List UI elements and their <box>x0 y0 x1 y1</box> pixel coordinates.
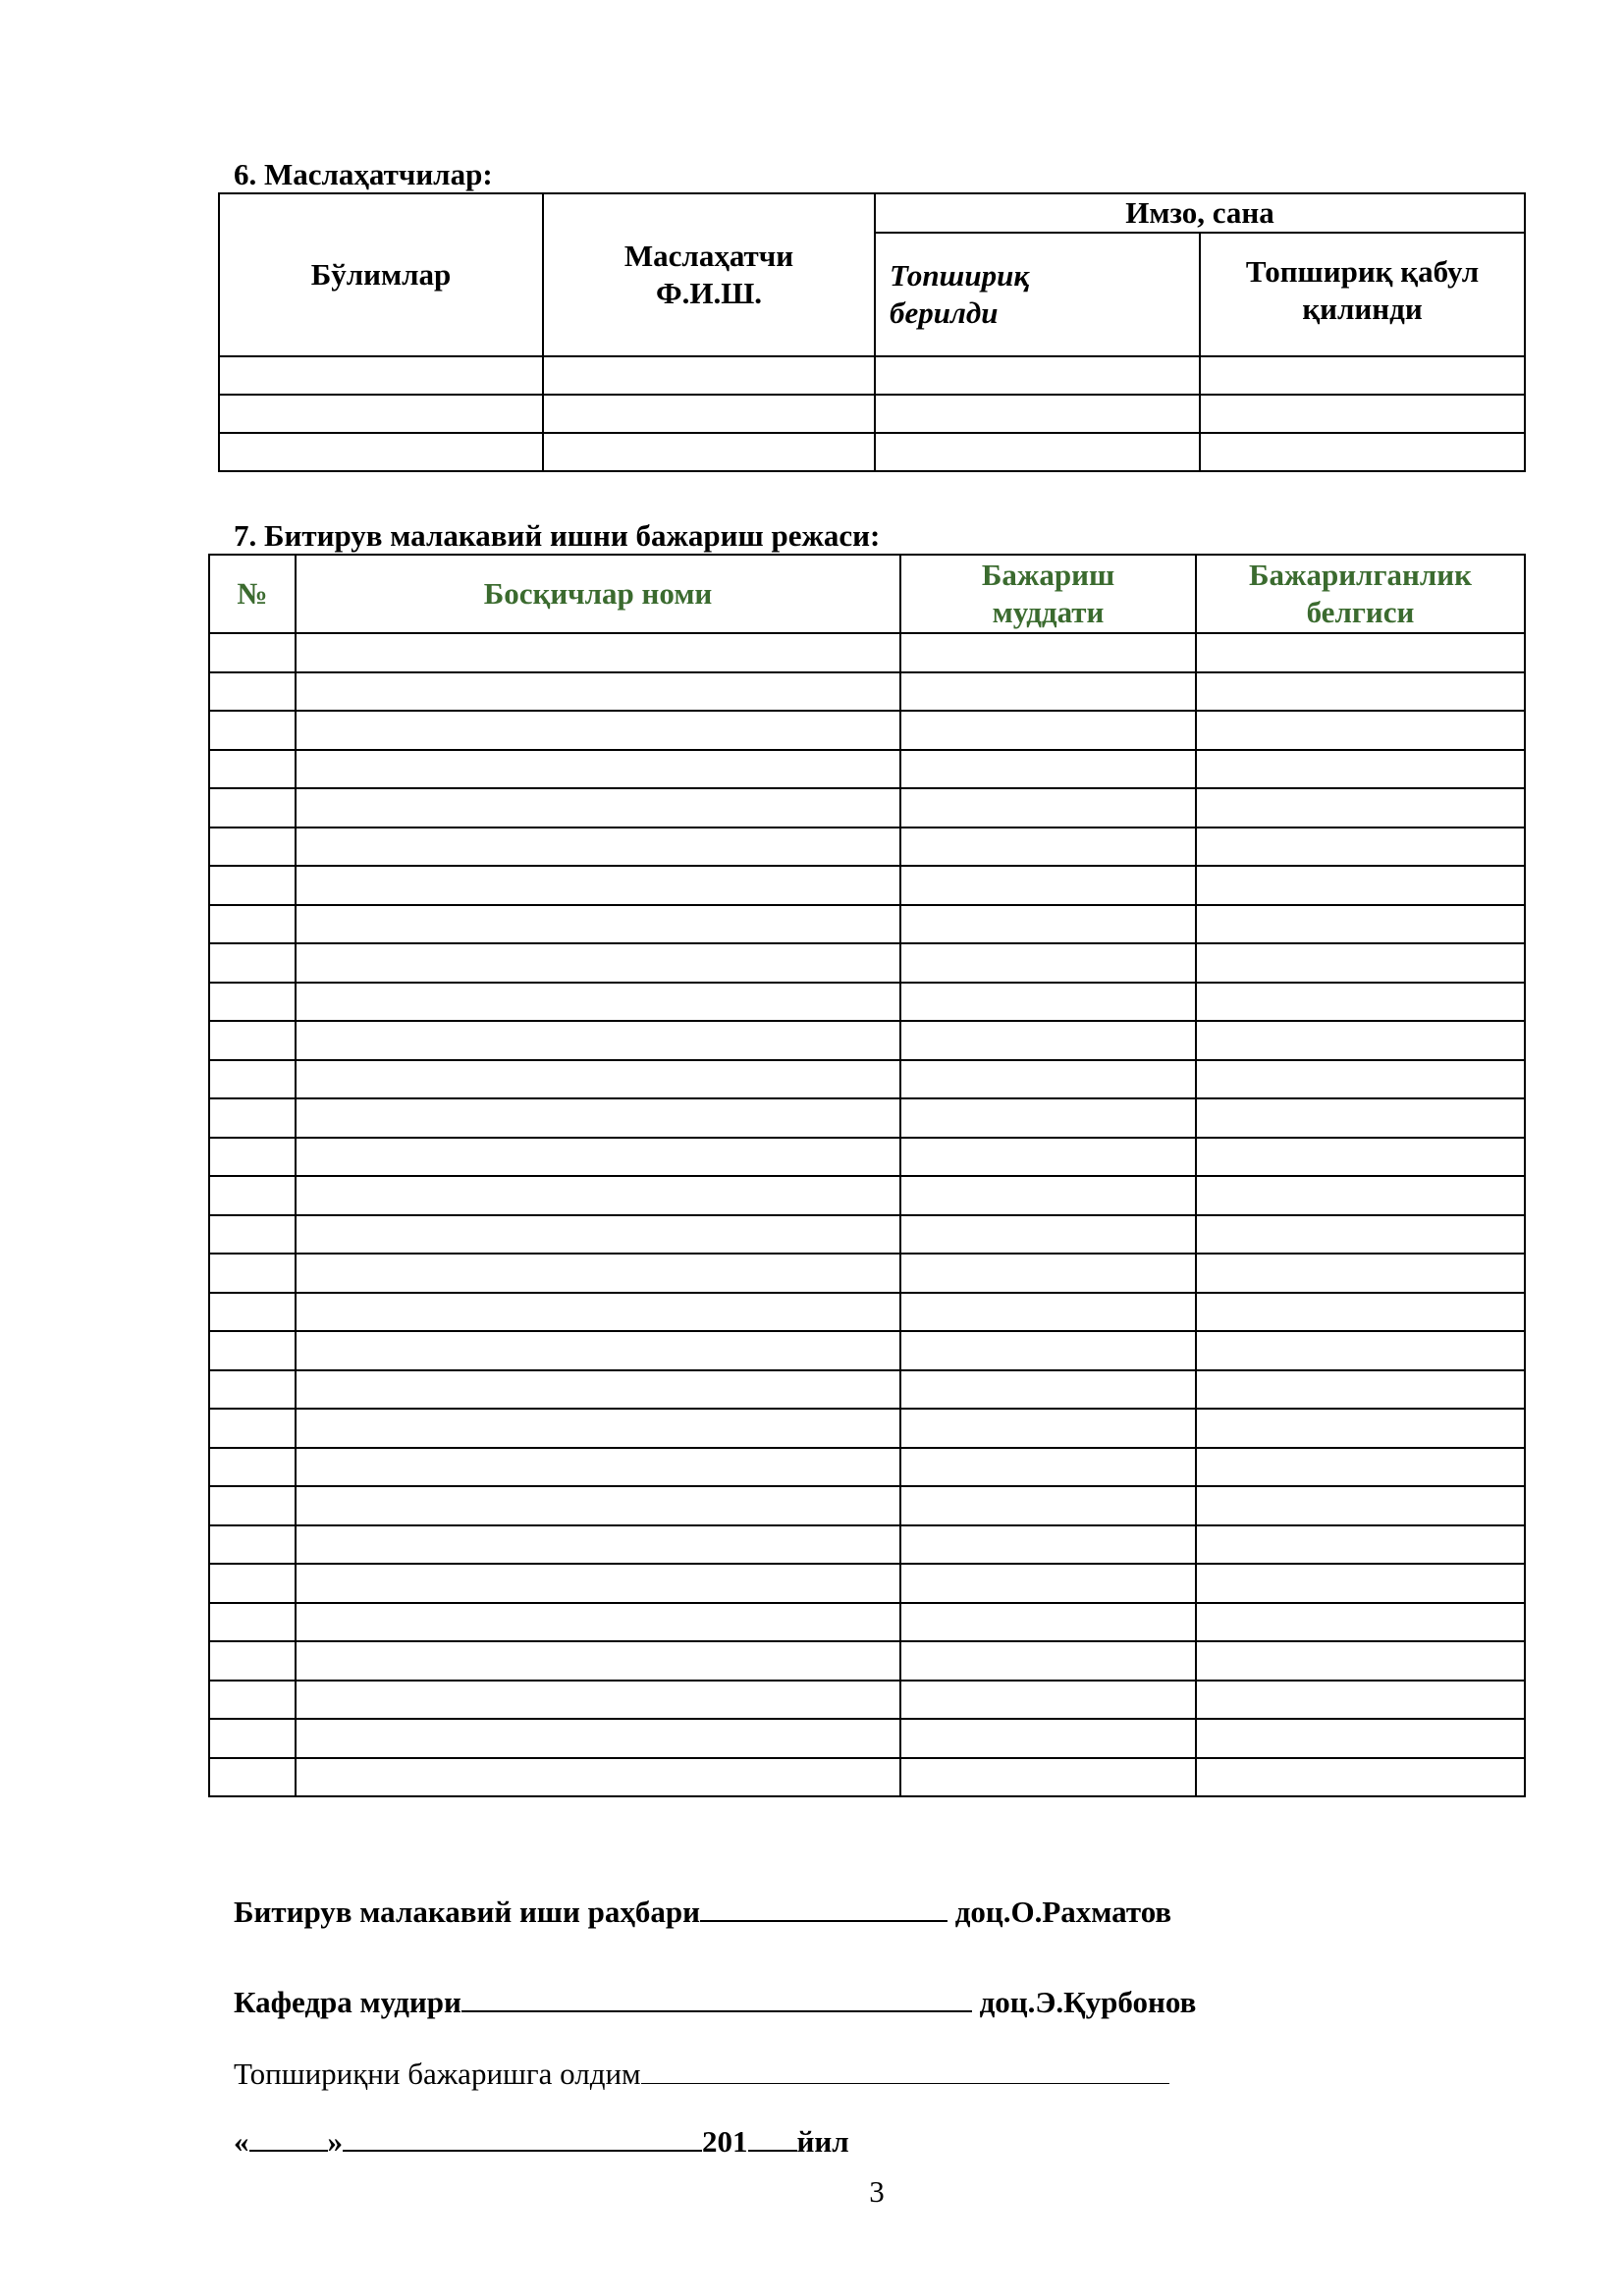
date-open-quote: « <box>234 2124 249 2159</box>
table-cell <box>1196 1758 1525 1797</box>
table-cell <box>900 1409 1196 1448</box>
header-number: № <box>209 555 296 633</box>
date-close-quote: » <box>327 2124 343 2159</box>
date-line <box>234 2120 849 2160</box>
table-cell <box>219 433 543 471</box>
table-cell <box>209 1681 296 1720</box>
table-cell <box>209 1060 296 1099</box>
table-cell <box>296 1021 900 1060</box>
plan-row <box>209 1681 1525 1720</box>
table-cell <box>296 1603 900 1642</box>
table-cell <box>875 395 1200 433</box>
table-cell <box>1196 1098 1525 1138</box>
work-plan-table <box>208 554 1526 1797</box>
table-cell <box>1196 1409 1525 1448</box>
plan-row <box>209 750 1525 789</box>
table-cell <box>1196 1138 1525 1177</box>
table-cell <box>296 943 900 983</box>
head-signature-line <box>461 1981 972 2012</box>
table-cell <box>1196 711 1525 750</box>
plan-row <box>209 1176 1525 1215</box>
head-label: Кафедра мудири <box>234 1985 461 2019</box>
table-cell <box>209 1448 296 1487</box>
table-cell <box>209 711 296 750</box>
table-cell <box>900 1525 1196 1565</box>
table-cell <box>296 1138 900 1177</box>
plan-row <box>209 943 1525 983</box>
table-cell <box>209 788 296 828</box>
table-cell <box>296 1176 900 1215</box>
table-cell <box>209 1215 296 1255</box>
table-cell <box>900 828 1196 867</box>
plan-row <box>209 1603 1525 1642</box>
table-cell <box>209 633 296 672</box>
header-signature-date: Имзо, сана <box>875 193 1525 233</box>
table-cell <box>296 866 900 905</box>
table-cell <box>900 1564 1196 1603</box>
plan-row <box>209 1060 1525 1099</box>
table-cell <box>209 672 296 712</box>
plan-row <box>209 1758 1525 1797</box>
table-cell <box>1196 905 1525 944</box>
consultant-row <box>219 356 1525 395</box>
plan-row <box>209 1719 1525 1758</box>
plan-row <box>209 633 1525 672</box>
plan-row <box>209 1098 1525 1138</box>
table-cell <box>296 1758 900 1797</box>
plan-row <box>209 1525 1525 1565</box>
table-cell <box>1196 1215 1525 1255</box>
table-cell <box>209 1370 296 1410</box>
table-cell <box>1196 1060 1525 1099</box>
supervisor-signature <box>234 1891 1171 1930</box>
table-cell <box>209 1525 296 1565</box>
plan-row <box>209 828 1525 867</box>
table-cell <box>900 1098 1196 1138</box>
table-cell <box>209 943 296 983</box>
plan-row <box>209 905 1525 944</box>
table-cell <box>543 356 875 395</box>
year-prefix: 201 <box>702 2124 748 2159</box>
table-cell <box>296 1254 900 1293</box>
table-cell <box>900 1681 1196 1720</box>
table-cell <box>900 1021 1196 1060</box>
table-cell <box>900 1758 1196 1797</box>
table-cell <box>209 1486 296 1525</box>
table-cell <box>900 672 1196 712</box>
supervisor-name: доц.О.Рахматов <box>954 1895 1172 1929</box>
table-cell <box>296 1409 900 1448</box>
table-cell <box>1196 828 1525 867</box>
plan-row <box>209 1370 1525 1410</box>
plan-row <box>209 1486 1525 1525</box>
plan-row <box>209 1641 1525 1681</box>
plan-row <box>209 672 1525 712</box>
table-cell <box>1196 1719 1525 1758</box>
table-cell <box>543 433 875 471</box>
table-cell <box>209 1564 296 1603</box>
header-stage-name: Босқичлар номи <box>296 555 900 633</box>
table-cell <box>209 1758 296 1797</box>
table-cell <box>296 1641 900 1681</box>
table-cell <box>296 1525 900 1565</box>
table-cell <box>900 1603 1196 1642</box>
table-cell <box>209 1331 296 1370</box>
table-cell <box>209 1098 296 1138</box>
table-cell <box>1196 1448 1525 1487</box>
table-cell <box>1196 788 1525 828</box>
table-cell <box>296 1060 900 1099</box>
table-cell <box>875 433 1200 471</box>
table-cell <box>1196 1603 1525 1642</box>
table-cell <box>296 788 900 828</box>
table-cell <box>900 1641 1196 1681</box>
section-6-title: 6. Маслаҳатчилар: <box>234 157 493 191</box>
table-cell <box>219 356 543 395</box>
table-cell <box>1196 1254 1525 1293</box>
head-name: доц.Э.Қурбонов <box>979 1985 1197 2019</box>
table-cell <box>1200 395 1525 433</box>
table-cell <box>1196 1331 1525 1370</box>
table-cell <box>296 983 900 1022</box>
table-cell <box>1196 1021 1525 1060</box>
accepted-label: Топшириқни бажаришга олдим <box>234 2056 641 2091</box>
table-cell <box>296 1719 900 1758</box>
table-cell <box>209 1021 296 1060</box>
table-cell <box>900 1138 1196 1177</box>
table-cell <box>209 983 296 1022</box>
table-cell <box>1196 1176 1525 1215</box>
table-cell <box>296 1448 900 1487</box>
table-cell <box>296 1370 900 1410</box>
header-departments: Бўлимлар <box>219 193 543 356</box>
head-signature <box>234 1981 1196 2020</box>
table-cell <box>209 905 296 944</box>
table-cell <box>296 672 900 712</box>
header-task-given: Топшириқ берилди <box>875 233 1200 356</box>
table-cell <box>900 866 1196 905</box>
header-deadline: Бажариш муддати <box>900 555 1196 633</box>
table-cell <box>209 1641 296 1681</box>
table-cell <box>209 750 296 789</box>
table-cell <box>296 905 900 944</box>
table-cell <box>900 1370 1196 1410</box>
year-blank <box>748 2120 797 2152</box>
table-cell <box>209 828 296 867</box>
table-cell <box>875 356 1200 395</box>
table-cell <box>209 1603 296 1642</box>
table-cell <box>296 1331 900 1370</box>
month-blank <box>343 2120 702 2152</box>
plan-row <box>209 983 1525 1022</box>
table-cell <box>900 711 1196 750</box>
table-cell <box>900 788 1196 828</box>
table-cell <box>1196 750 1525 789</box>
plan-row <box>209 1138 1525 1177</box>
table-cell <box>900 1293 1196 1332</box>
year-suffix: йил <box>796 2124 849 2159</box>
plan-row <box>209 788 1525 828</box>
header-task-accepted: Топшириқ қабул қилинди <box>1200 233 1525 356</box>
consultant-row <box>219 395 1525 433</box>
table-cell <box>543 395 875 433</box>
table-cell <box>900 1215 1196 1255</box>
table-cell <box>209 1254 296 1293</box>
header-completion-mark: Бажарилганлик белгиси <box>1196 555 1525 633</box>
table-cell <box>1196 1525 1525 1565</box>
table-cell <box>296 828 900 867</box>
table-cell <box>900 1331 1196 1370</box>
table-cell <box>1196 1641 1525 1681</box>
day-blank <box>249 2120 328 2152</box>
accepted-signature-line <box>641 2054 1169 2084</box>
table-cell <box>219 395 543 433</box>
table-cell <box>209 866 296 905</box>
table-cell <box>900 943 1196 983</box>
table-cell <box>296 1293 900 1332</box>
plan-row <box>209 866 1525 905</box>
table-cell <box>296 1215 900 1255</box>
table-cell <box>900 905 1196 944</box>
supervisor-label: Битирув малакавий иши раҳбари <box>234 1895 700 1929</box>
page-number: 3 <box>869 2174 885 2209</box>
table-cell <box>296 750 900 789</box>
table-cell <box>1196 633 1525 672</box>
table-cell <box>1200 433 1525 471</box>
table-cell <box>209 1293 296 1332</box>
table-cell <box>1196 866 1525 905</box>
table-cell <box>900 1176 1196 1215</box>
table-cell <box>296 1681 900 1720</box>
plan-row <box>209 1564 1525 1603</box>
table-cell <box>1200 356 1525 395</box>
section-7-title: 7. Битирув малакавий ишни бажариш режаси: <box>234 518 881 553</box>
plan-row <box>209 1293 1525 1332</box>
consultant-row <box>219 433 1525 471</box>
table-cell <box>1196 983 1525 1022</box>
plan-row <box>209 1409 1525 1448</box>
table-cell <box>900 1060 1196 1099</box>
consultants-table <box>218 192 1526 472</box>
table-cell <box>1196 1681 1525 1720</box>
table-cell <box>900 983 1196 1022</box>
table-cell <box>900 1719 1196 1758</box>
plan-row <box>209 1331 1525 1370</box>
table-cell <box>296 1564 900 1603</box>
table-cell <box>1196 672 1525 712</box>
table-cell <box>209 1176 296 1215</box>
table-cell <box>209 1719 296 1758</box>
table-cell <box>900 750 1196 789</box>
table-cell <box>900 1254 1196 1293</box>
table-cell <box>296 1098 900 1138</box>
header-consultant: Маслаҳатчи Ф.И.Ш. <box>543 193 875 356</box>
plan-row <box>209 1021 1525 1060</box>
table-cell <box>209 1138 296 1177</box>
table-cell <box>1196 1486 1525 1525</box>
table-cell <box>900 1448 1196 1487</box>
plan-row <box>209 1448 1525 1487</box>
accepted-signature <box>234 2054 1169 2092</box>
table-cell <box>1196 943 1525 983</box>
table-cell <box>296 633 900 672</box>
plan-row <box>209 1215 1525 1255</box>
table-cell <box>209 1409 296 1448</box>
table-cell <box>1196 1564 1525 1603</box>
supervisor-signature-line <box>700 1891 947 1922</box>
table-cell <box>900 633 1196 672</box>
table-cell <box>1196 1370 1525 1410</box>
table-cell <box>900 1486 1196 1525</box>
table-cell <box>296 711 900 750</box>
plan-row <box>209 1254 1525 1293</box>
table-cell <box>1196 1293 1525 1332</box>
table-cell <box>296 1486 900 1525</box>
plan-row <box>209 711 1525 750</box>
